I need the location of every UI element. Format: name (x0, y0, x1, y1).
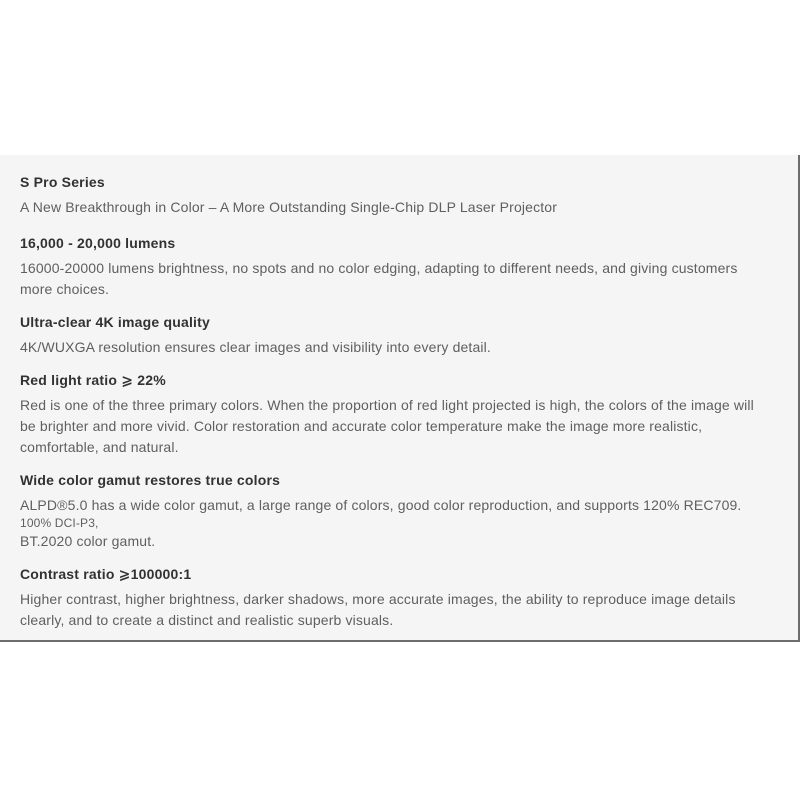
feature-body-4k: 4K/WUXGA resolution ensures clear images and visibility into every detail. (20, 339, 491, 355)
feature-body-contrast: Higher contrast, higher brightness, darker shadows, more accurate images, the ability to reproduce image details clearly, and to create a distinct and realistic superb visuals. (20, 591, 736, 628)
color-gamut-line-bt2020: BT.2020 color gamut. (20, 533, 156, 549)
feature-heading-contrast: Contrast ratio ⩾100000:1 (20, 566, 192, 582)
feature-section-color-gamut (20, 470, 756, 552)
feature-section-contrast (20, 564, 756, 631)
feature-body-color-gamut (20, 495, 756, 552)
product-description-panel (0, 155, 800, 642)
color-gamut-line-dcip3: 100% DCI-P3, (20, 516, 99, 530)
feature-body-red-light: Red is one of the three primary colors. When the proportion of red light projected is high, the colors of the image will be brighter and more vivid. Color restoration and accurate color temperature make the image more realistic, comfortable, and natural. (20, 397, 754, 455)
feature-section-lumens (20, 233, 756, 300)
color-gamut-line-rec709: ALPD®5.0 has a wide color gamut, a large range of colors, good color reproduction, and supports 120% REC709. (20, 497, 742, 513)
feature-heading-color-gamut: Wide color gamut restores true colors (20, 472, 281, 488)
feature-section-4k (20, 312, 756, 358)
feature-heading-lumens: 16,000 - 20,000 lumens (20, 235, 176, 251)
feature-body-lumens: 16000-20000 lumens brightness, no spots and no color edging, adapting to different needs, and giving customers more choices. (20, 260, 738, 297)
product-tagline: A New Breakthrough in Color – A More Outstanding Single-Chip DLP Laser Projector (20, 199, 558, 215)
series-title: S Pro Series (20, 174, 105, 190)
feature-heading-4k: Ultra-clear 4K image quality (20, 314, 210, 330)
feature-section-red-light (20, 370, 756, 458)
feature-heading-red-light: Red light ratio ⩾ 22% (20, 372, 166, 388)
